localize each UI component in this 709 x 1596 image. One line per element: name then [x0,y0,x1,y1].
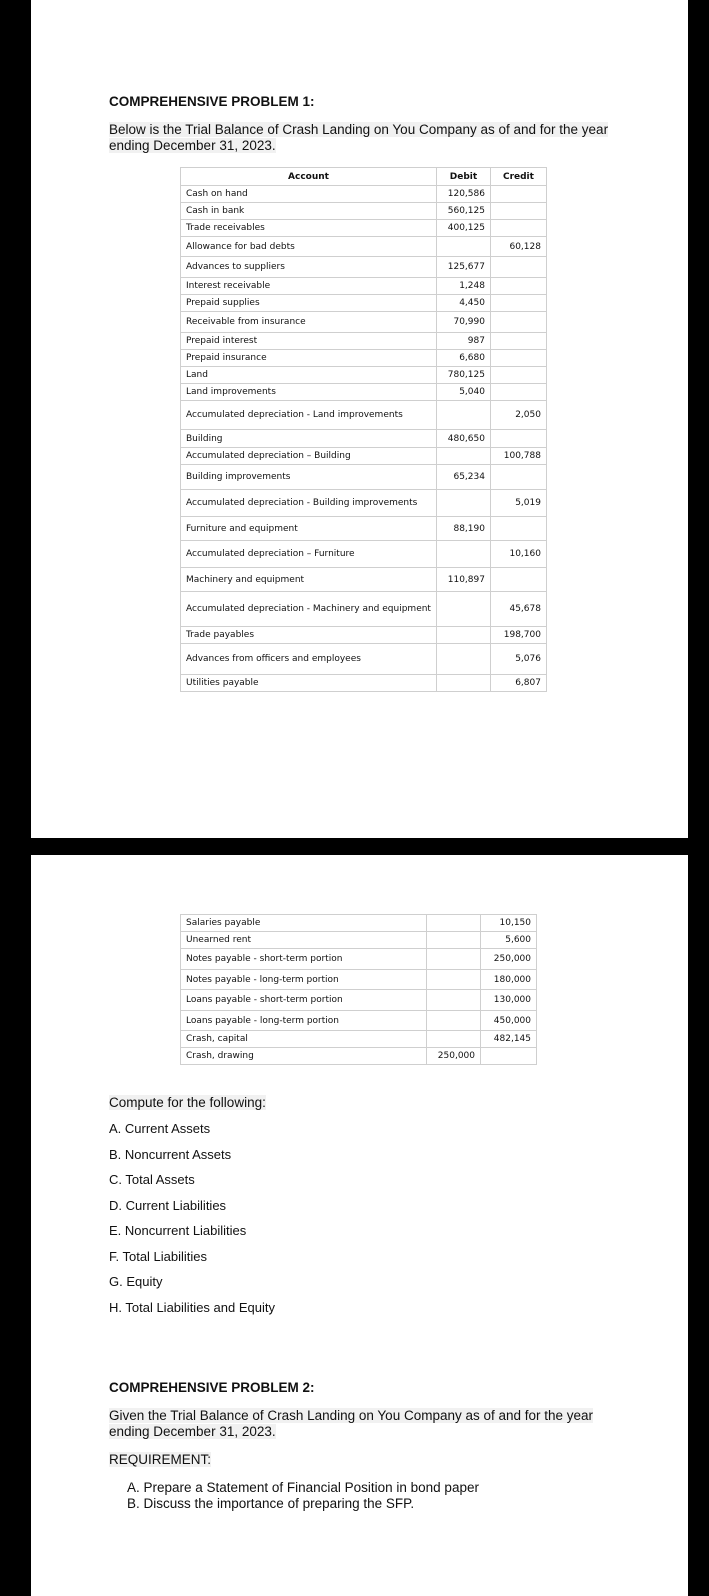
credit-cell [490,295,546,312]
credit-cell: 6,807 [490,675,546,692]
account-cell: Advances to suppliers [181,257,437,278]
account-cell: Crash, capital [181,1031,427,1048]
account-cell: Trade receivables [181,220,437,237]
debit-cell: 88,190 [436,517,490,541]
table-row [181,627,547,644]
table-row [181,517,547,541]
credit-cell: 2,050 [490,401,546,430]
debit-cell: 110,897 [436,568,490,592]
debit-cell [436,592,490,627]
account-cell: Accumulated depreciation - Building improvements [181,490,437,517]
credit-cell: 482,145 [481,1031,537,1048]
list-item: A. Current Assets [109,1121,211,1136]
credit-cell [490,312,546,333]
debit-cell: 5,040 [436,384,490,401]
table-row [181,430,547,448]
list-item: B. Noncurrent Assets [109,1146,232,1162]
account-cell: Crash, drawing [181,1048,427,1065]
debit-cell [436,627,490,644]
debit-cell [427,915,481,932]
account-cell: Prepaid supplies [181,295,437,312]
account-cell: Unearned rent [181,932,427,949]
account-cell: Advances from officers and employees [181,644,437,675]
account-cell: Building [181,430,437,448]
debit-cell [436,541,490,568]
table-row [181,203,547,220]
account-cell: Accumulated depreciation – Building [181,448,437,465]
list-item: D. Current Liabilities [109,1197,227,1213]
requirement-list [127,1480,479,1512]
account-cell: Building improvements [181,465,437,490]
table-row [181,915,537,932]
account-cell: Land improvements [181,384,437,401]
account-cell: Prepaid interest [181,333,437,350]
account-cell: Interest receivable [181,278,437,295]
debit-cell: 250,000 [427,1048,481,1065]
table-row [181,384,547,401]
account-cell: Land [181,367,437,384]
debit-cell [427,1011,481,1031]
account-cell: Machinery and equipment [181,568,437,592]
debit-cell: 560,125 [436,203,490,220]
debit-cell [427,949,481,970]
table-row [181,465,547,490]
debit-cell [427,1031,481,1048]
table-row [181,350,547,367]
debit-cell: 780,125 [436,367,490,384]
debit-cell [436,675,490,692]
list-item: E. Noncurrent Liabilities [109,1223,247,1238]
credit-cell: 5,019 [490,490,546,517]
credit-cell [490,465,546,490]
account-cell: Accumulated depreciation - Land improvements [181,401,437,430]
table-row [181,448,547,465]
table-header-row [181,168,547,186]
debit-cell: 70,990 [436,312,490,333]
document-page-2 [31,855,688,1596]
account-cell: Accumulated depreciation - Machinery and equipment [181,592,437,627]
debit-cell [427,970,481,990]
account-cell: Accumulated depreciation – Furniture [181,541,437,568]
debit-cell: 120,586 [436,186,490,203]
list-item: H. Total Liabilities and Equity [109,1299,275,1315]
table-row [181,220,547,237]
account-cell: Allowance for bad debts [181,237,437,257]
account-cell: Trade payables [181,627,437,644]
debit-cell: 125,677 [436,257,490,278]
debit-cell: 1,248 [436,278,490,295]
account-cell: Furniture and equipment [181,517,437,541]
debit-cell [427,990,481,1011]
credit-cell: 450,000 [481,1011,537,1031]
debit-cell: 987 [436,333,490,350]
debit-cell: 6,680 [436,350,490,367]
table-row [181,257,547,278]
credit-cell: 10,160 [490,541,546,568]
compute-title: Compute for the following: [109,1095,266,1110]
credit-cell [490,517,546,541]
credit-cell [490,220,546,237]
table-row [181,490,547,517]
debit-cell: 480,650 [436,430,490,448]
debit-cell [436,644,490,675]
requirement-label: REQUIREMENT: [109,1452,212,1467]
credit-cell [481,1048,537,1065]
account-cell: Receivable from insurance [181,312,437,333]
debit-column-header: Debit [436,168,490,186]
credit-cell [490,333,546,350]
list-item: C. Total Assets [109,1172,195,1187]
table-row [181,186,547,203]
table-row [181,592,547,627]
list-item: F. Total Liabilities [109,1248,208,1264]
account-cell: Loans payable - long-term portion [181,1011,427,1031]
credit-cell [490,278,546,295]
problem1-heading: COMPREHENSIVE PROBLEM 1: [109,94,315,109]
account-cell: Cash on hand [181,186,437,203]
credit-cell [490,367,546,384]
credit-cell: 180,000 [481,970,537,990]
trial-balance-table-part1 [180,167,547,692]
table-row [181,644,547,675]
credit-cell: 130,000 [481,990,537,1011]
table-row [181,970,537,990]
table-row [181,278,547,295]
table-row [181,401,547,430]
debit-cell [436,237,490,257]
credit-cell: 5,076 [490,644,546,675]
account-cell: Notes payable - short-term portion [181,949,427,970]
debit-cell: 4,450 [436,295,490,312]
account-cell: Utilities payable [181,675,437,692]
list-item: G. Equity [109,1274,163,1289]
table-row [181,312,547,333]
table-row [181,237,547,257]
credit-cell: 198,700 [490,627,546,644]
account-cell: Notes payable - long-term portion [181,970,427,990]
table-row [181,568,547,592]
table-row [181,333,547,350]
problem1-intro: Below is the Trial Balance of Crash Landing on You Company as of and for the year ending December 31, 2023. [109,122,609,153]
requirement-item: A. Prepare a Statement of Financial Position in bond paper [127,1480,479,1495]
problem2-heading: COMPREHENSIVE PROBLEM 2: [109,1380,315,1395]
table-row [181,1031,537,1048]
debit-cell [436,448,490,465]
debit-cell: 65,234 [436,465,490,490]
credit-cell: 5,600 [481,932,537,949]
credit-cell [490,568,546,592]
requirement-item: B. Discuss the importance of preparing the SFP. [127,1496,415,1511]
problem2-intro: Given the Trial Balance of Crash Landing on You Company as of and for the year ending December 31, 2023. [109,1408,594,1439]
debit-cell [436,401,490,430]
table-row [181,675,547,692]
debit-cell: 400,125 [436,220,490,237]
table-row [181,541,547,568]
credit-cell [490,203,546,220]
credit-column-header: Credit [490,168,546,186]
table-row [181,295,547,312]
table-row [181,990,537,1011]
table-row [181,949,537,970]
debit-cell [436,490,490,517]
table-row [181,367,547,384]
credit-cell: 60,128 [490,237,546,257]
account-cell: Cash in bank [181,203,437,220]
account-cell: Salaries payable [181,915,427,932]
account-cell: Loans payable - short-term portion [181,990,427,1011]
table-row [181,1048,537,1065]
credit-cell [490,350,546,367]
document-page-1 [31,0,688,838]
account-column-header: Account [181,168,437,186]
credit-cell: 250,000 [481,949,537,970]
credit-cell: 45,678 [490,592,546,627]
trial-balance-table-part2 [180,914,537,1065]
credit-cell [490,186,546,203]
table-row [181,932,537,949]
debit-cell [427,932,481,949]
compute-list [109,1120,275,1324]
credit-cell [490,257,546,278]
credit-cell [490,430,546,448]
table-row [181,1011,537,1031]
account-cell: Prepaid insurance [181,350,437,367]
credit-cell [490,384,546,401]
credit-cell: 100,788 [490,448,546,465]
credit-cell: 10,150 [481,915,537,932]
